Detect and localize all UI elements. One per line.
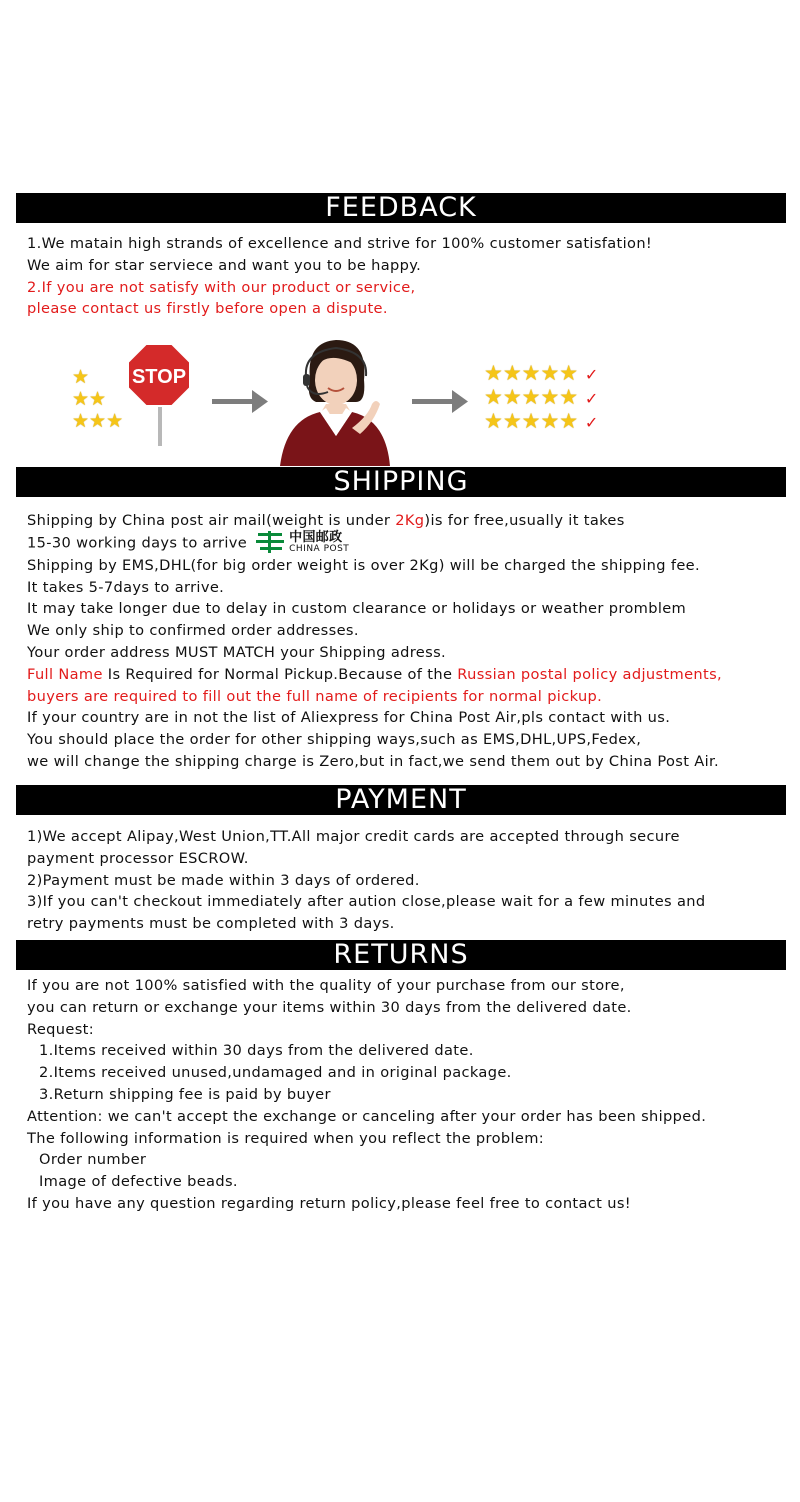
china-post-icon — [256, 531, 284, 553]
returns-line-3: Request: — [27, 1020, 94, 1038]
returns-line-1: If you are not 100% satisfied with the quality of your purchase from our store, — [27, 977, 625, 994]
shipping-line-11: You should place the order for other shipping ways,such as EMS,DHL,UPS,Fedex, — [27, 731, 642, 749]
shipping-line-7: Your order address MUST MATCH your Shipping adress. — [27, 643, 447, 661]
china-post-logo — [256, 531, 349, 554]
stop-label: STOP — [131, 366, 187, 388]
payment-line-3: 2)Payment must be made within 3 days of ordered. — [27, 871, 420, 889]
feedback-line-3: 2.If you are not satisfy with our product or service, — [27, 278, 416, 296]
shipping-line-3: Shipping by EMS,DHL(for big order weight is over 2Kg) will be charged the shipping fee. — [27, 556, 700, 574]
five-star-rating-icon: ★★★★★ ✓ ★★★★★ ✓ ★★★★★ ✓ — [484, 361, 599, 433]
feedback-text — [27, 233, 790, 320]
star-pyramid-icon: ★ ★★ ★★★ — [72, 366, 124, 432]
returns-heading: RETURNS — [16, 940, 786, 970]
shipping-line-5: It may take longer due to delay in custom clearance or holidays or weather promblem — [27, 600, 687, 618]
feedback-heading: FEEDBACK — [16, 193, 786, 223]
returns-line-5: 2.Items received unused,undamaged and in original package. — [39, 1064, 512, 1082]
returns-line-4: 1.Items received within 30 days from the delivered date. — [39, 1042, 474, 1060]
returns-line-8: The following information is required when you reflect the problem: — [27, 1129, 545, 1147]
returns-line-10: Image of defective beads. — [39, 1173, 238, 1191]
returns-line-7: Attention: we can't accept the exchange or canceling after your order has been shipped. — [27, 1107, 707, 1125]
shipping-line-9: buyers are required to fill out the full name of recipients for normal pickup. — [27, 687, 603, 705]
feedback-illustration — [60, 330, 660, 466]
returns-line-6: 3.Return shipping fee is paid by buyer — [39, 1085, 331, 1103]
payment-line-2: payment processor ESCROW. — [27, 849, 249, 867]
china-post-logo-en: CHINA POST — [289, 543, 350, 554]
shipping-heading: SHIPPING — [16, 467, 786, 497]
returns-line-9: Order number — [39, 1151, 147, 1169]
shipping-line-6: We only ship to confirmed order addresses. — [27, 622, 359, 640]
stop-sign-icon — [126, 342, 196, 446]
returns-line-2: you can return or exchange your items within 30 days from the delivered date. — [27, 998, 632, 1016]
returns-line-11: If you have any question regarding return policy,please feel free to contact us! — [27, 1194, 631, 1212]
shipping-line-4: It takes 5-7days to arrive. — [27, 578, 225, 596]
shipping-text — [27, 510, 790, 773]
feedback-line-1: 1.We matain high strands of excellence and strive for 100% customer satisfation! — [27, 235, 653, 252]
support-agent-icon — [276, 332, 394, 466]
arrow-right-icon — [412, 388, 470, 416]
china-post-logo-cn: 中国邮政 — [289, 529, 343, 545]
shipping-line-12: we will change the shipping charge is Zero,but in fact,we send them out by China Post Air. — [27, 752, 720, 770]
payment-heading: PAYMENT — [16, 785, 786, 815]
returns-text — [27, 975, 790, 1215]
feedback-line-2: We aim for star serviece and want you to be happy. — [27, 256, 422, 274]
payment-line-5: retry payments must be completed with 3 days. — [27, 915, 395, 933]
payment-line-1: 1)We accept Alipay,West Union,TT.All major credit cards are accepted through secure — [27, 828, 680, 845]
shipping-line-8: Full Name Is Required for Normal Pickup.Because of the Russian postal policy adjustments, — [27, 665, 723, 683]
shipping-line-1: Shipping by China post air mail(weight is under 2Kg)is for free,usually it takes — [27, 512, 625, 529]
payment-line-4: 3)If you can't checkout immediately after aution close,please wait for a few minutes and — [27, 893, 706, 911]
feedback-line-4: please contact us firstly before open a dispute. — [27, 300, 388, 318]
shipping-line-2: 15-30 working days to arrive 中国邮政 CHINA POST — [27, 529, 350, 554]
payment-text — [27, 826, 790, 935]
arrow-right-icon — [212, 388, 270, 416]
shipping-line-10: If your country are in not the list of Aliexpress for China Post Air,pls contact with us. — [27, 709, 671, 727]
